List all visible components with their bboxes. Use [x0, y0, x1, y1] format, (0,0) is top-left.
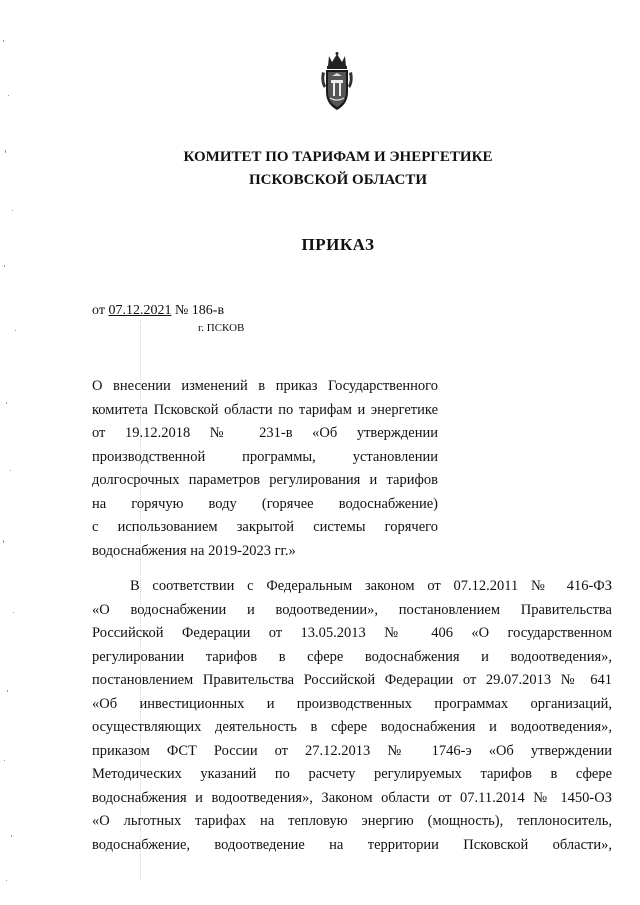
- organization-line-1: КОМИТЕТ ПО ТАРИФАМ И ЭНЕРГЕТИКЕ: [183, 149, 493, 165]
- body-line: «Об инвестиционных и производственных программах организаций,: [92, 695, 612, 712]
- document-type-title: ПРИКАЗ: [301, 235, 375, 254]
- order-city: г. ПСКОВ: [198, 322, 245, 334]
- subject-line: с использованием закрытой системы горячего: [92, 519, 438, 535]
- subject-line: долгосрочных параметров регулирования и тарифов: [92, 472, 438, 488]
- body-line: постановлением Правительства Российской Федерации от 29.07.2013 № 641: [92, 672, 612, 688]
- body-line: Методических указаний по расчету регулируемых тарифов в сфере: [92, 766, 612, 782]
- subject-line: комитета Псковской области по тарифам и энергетике: [92, 401, 438, 418]
- order-subject: [92, 375, 438, 563]
- body-line: «О водоснабжении и водоотведении», постановлением Правительства: [92, 601, 612, 618]
- scan-margin-noise: [0, 0, 22, 905]
- body-line: водоснабжение, водоотведение на территории Псковской области»,: [92, 836, 612, 853]
- date-prefix: от: [92, 303, 105, 318]
- body-line: «О льготных тарифах на тепловую энергию (мощность), теплоноситель,: [92, 813, 612, 829]
- order-number: № 186-в: [174, 303, 225, 318]
- subject-line: О внесении изменений в приказ Государственного: [92, 378, 438, 394]
- body-line: осуществляющих деятельность в сфере водоснабжения и водоотведения»,: [92, 719, 612, 735]
- subject-line: от 19.12.2018 № 231-в «Об утверждении: [92, 425, 438, 441]
- organization-name: [0, 146, 640, 192]
- body-line: В соответствии с Федеральным законом от 07.12.2011 № 416-ФЗ: [130, 578, 612, 594]
- order-date-number: [92, 303, 224, 319]
- organization-line-2: ПСКОВСКОЙ ОБЛАСТИ: [248, 172, 428, 188]
- body-line: водоснабжения и водоотведения», Законом области от 07.11.2014 № 1450-ОЗ: [92, 789, 612, 806]
- body-line: регулировании тарифов в сфере водоснабжения и водоотведения»,: [92, 648, 612, 665]
- order-date: 07.12.2021: [108, 303, 172, 318]
- order-body: [92, 575, 612, 857]
- subject-line: водоснабжения на 2019-2023 гг.»: [92, 542, 296, 559]
- subject-line: на горячую воду (горячее водоснабжение): [92, 495, 438, 512]
- subject-line: производственной программы, установлении: [92, 448, 438, 465]
- body-line: приказом ФСТ России от 27.12.2013 № 1746-э «Об утверждении: [92, 742, 612, 759]
- coat-of-arms-emblem: [318, 52, 356, 114]
- body-line: Российской Федерации от 13.05.2013 № 406 «О государственном: [92, 625, 612, 641]
